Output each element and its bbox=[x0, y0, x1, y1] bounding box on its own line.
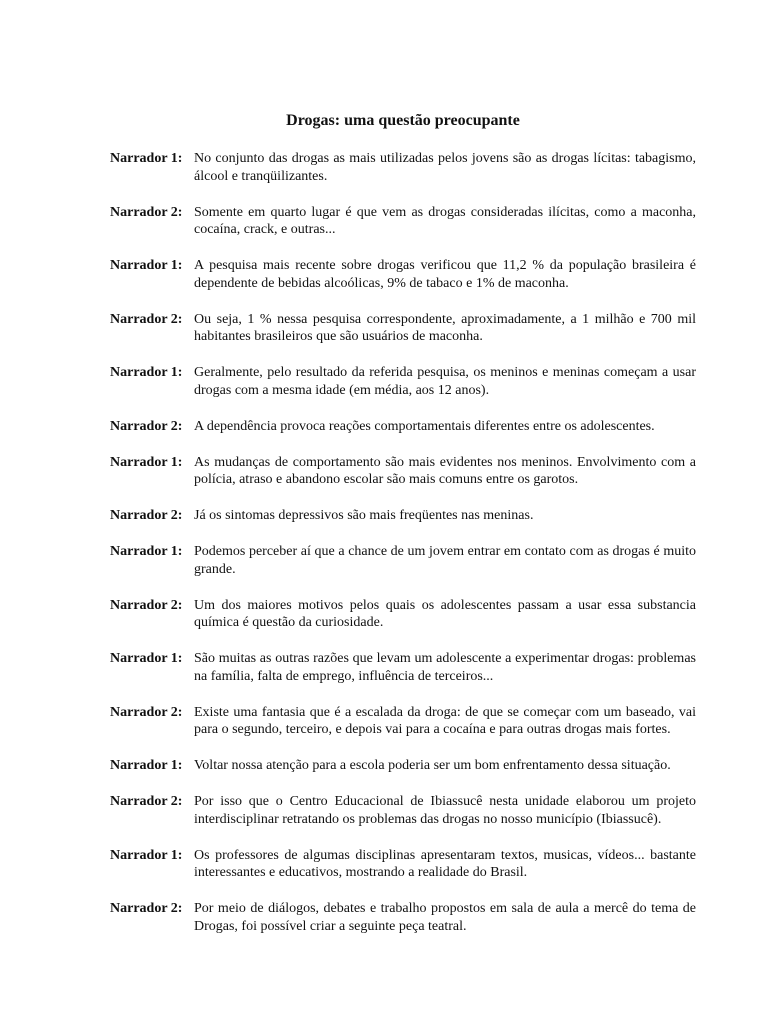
speech-text: Já os sintomas depressivos são mais freqüentes nas meninas. bbox=[194, 508, 534, 523]
dialogue-entry bbox=[110, 418, 696, 436]
dialogue-list bbox=[110, 150, 696, 954]
dialogue-entry bbox=[110, 543, 696, 578]
speech-text: No conjunto das drogas as mais utilizadas pelos jovens são as drogas lícitas: tabagismo, álcool e tranqüilizantes. bbox=[194, 151, 696, 184]
speech-text: Existe uma fantasia que é a escalada da droga: de que se começar com um baseado, vai para o segundo, terceiro, e depois vai para a cocaína e para outras drogas mais fortes. bbox=[194, 704, 696, 737]
speaker-label: Narrador 2: bbox=[110, 901, 183, 916]
speaker-label: Narrador 1: bbox=[110, 544, 183, 559]
dialogue-entry bbox=[110, 364, 696, 399]
speaker-label: Narrador 2: bbox=[110, 794, 183, 809]
speech-text: Por isso que o Centro Educacional de Ibiassucê nesta unidade elaborou um projeto interdisciplinar retratando os problemas das drogas no nosso município (Ibiassucê). bbox=[194, 794, 696, 827]
speaker-label: Narrador 1: bbox=[110, 365, 183, 380]
speech-text: Somente em quarto lugar é que vem as drogas consideradas ilícitas, como a maconha, cocaína, crack, e outras... bbox=[194, 204, 696, 237]
speaker-label: Narrador 2: bbox=[110, 418, 183, 434]
speaker-label: Narrador 1: bbox=[110, 758, 183, 773]
dialogue-entry bbox=[110, 150, 696, 185]
speaker-label: Narrador 1: bbox=[110, 847, 183, 863]
dialogue-entry bbox=[110, 650, 696, 685]
speech-text: As mudanças de comportamento são mais evidentes nos meninos. Envolvimento com a polícia, atraso e abandono escolar são mais comuns entre os garotos. bbox=[194, 454, 696, 487]
speech-text: São muitas as outras razões que levam um adolescente a experimentar drogas: problemas na família, falta de emprego, influência de terceiros... bbox=[194, 651, 696, 684]
speaker-label: Narrador 1: bbox=[110, 151, 183, 166]
speaker-label: Narrador 1: bbox=[110, 651, 183, 666]
speaker-label: Narrador 1: bbox=[110, 258, 183, 273]
dialogue-entry bbox=[110, 311, 696, 346]
dialogue-entry bbox=[110, 704, 696, 739]
document-title: Drogas: uma questão preocupante bbox=[286, 112, 520, 129]
dialogue-entry bbox=[110, 454, 696, 489]
speech-text: A pesquisa mais recente sobre drogas verificou que 11,2 % da população brasileira é dependente de bebidas alcoólicas, 9% de tabaco e 1% de maconha. bbox=[194, 258, 696, 291]
speech-text: A dependência provoca reações comportamentais diferentes entre os adolescentes. bbox=[194, 418, 655, 434]
dialogue-entry bbox=[110, 257, 696, 292]
speaker-label: Narrador 1: bbox=[110, 454, 183, 470]
speech-text: Por meio de diálogos, debates e trabalho propostos em sala de aula a mercê do tema de Drogas, foi possível criar a seguinte peça teatral. bbox=[194, 901, 696, 934]
dialogue-entry bbox=[110, 507, 696, 525]
dialogue-entry bbox=[110, 900, 696, 935]
dialogue-entry bbox=[110, 793, 696, 828]
speaker-label: Narrador 2: bbox=[110, 311, 183, 327]
speech-text: Podemos perceber aí que a chance de um jovem entrar em contato com as drogas é muito grande. bbox=[194, 544, 696, 577]
speech-text: Ou seja, 1 % nessa pesquisa correspondente, aproximadamente, a 1 milhão e 700 mil habitantes brasileiros que são usuários de maconha. bbox=[194, 311, 696, 344]
speaker-label: Narrador 2: bbox=[110, 204, 183, 220]
speech-text: Voltar nossa atenção para a escola poderia ser um bom enfrentamento dessa situação. bbox=[194, 758, 671, 773]
dialogue-entry bbox=[110, 847, 696, 882]
speech-text: Geralmente, pelo resultado da referida pesquisa, os meninos e meninas começam a usar drogas com a mesma idade (em média, aos 12 anos). bbox=[194, 365, 696, 398]
speech-text: Um dos maiores motivos pelos quais os adolescentes passam a usar essa substancia química é questão da curiosidade. bbox=[194, 597, 696, 630]
dialogue-entry bbox=[110, 757, 696, 775]
dialogue-entry bbox=[110, 204, 696, 239]
speaker-label: Narrador 2: bbox=[110, 597, 183, 613]
speech-text: Os professores de algumas disciplinas apresentaram textos, musicas, vídeos... bastante interessantes e educativos, mostrando a realidade do Brasil. bbox=[194, 847, 696, 880]
speaker-label: Narrador 2: bbox=[110, 508, 183, 523]
dialogue-entry bbox=[110, 597, 696, 632]
speaker-label: Narrador 2: bbox=[110, 704, 183, 720]
